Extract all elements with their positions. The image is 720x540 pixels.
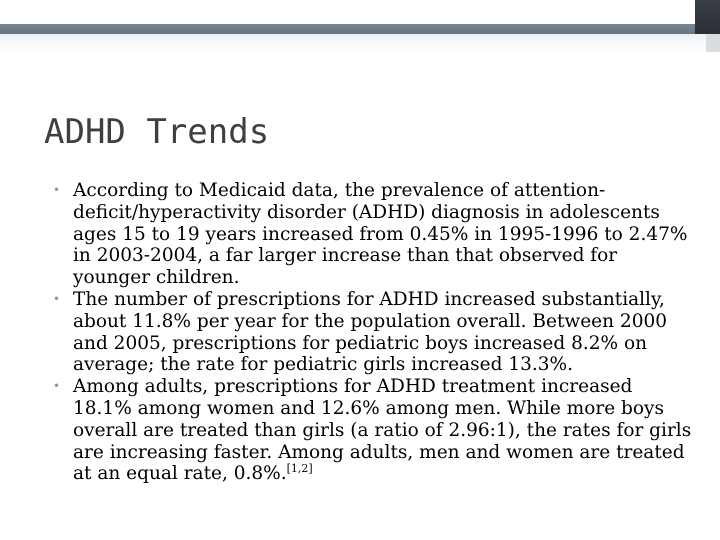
bullet-text: Among adults, prescriptions for ADHD treatment increased 18.1% among women and 12.6% among men. While more boys overall are treated than girls (a ratio of 2.96:1), the rates for girls are increasing faster. Among adults, men and women are treated at an equal rate, 0.8%. — [73, 376, 692, 485]
bullet-item — [52, 376, 692, 485]
bullet-list — [52, 180, 692, 485]
bullet-item — [52, 289, 692, 376]
bullet-text: According to Medicaid data, the prevalence of attention-deficit/hyperactivity disorder (ADHD) diagnosis in adolescents ages 15 to 19 years increased from 0.45% in 1995-1996 to 2.47% in 2003-2004, a far larger increase than that observed for younger children. — [73, 180, 688, 289]
slide-title: ADHD Trends — [44, 112, 270, 152]
bullet-text: The number of prescriptions for ADHD increased substantially, about 11.8% per year for the population overall. Between 2000 and 2005, prescriptions for pediatric boys increased 8.2% on average; the rate for pediatric girls increased 13.3%. — [73, 288, 668, 376]
bullet-icon: • — [53, 183, 61, 197]
header-corner-block — [695, 0, 720, 34]
header-right-strip — [706, 34, 720, 52]
header-gradient-strip — [0, 34, 720, 52]
bullet-icon: • — [53, 291, 61, 306]
bullet-item — [52, 180, 692, 289]
header-accent-bar — [0, 24, 695, 34]
citation-reference[interactable]: [1,2] — [286, 462, 313, 476]
bullet-text-with-reference — [73, 376, 692, 485]
top-band — [0, 0, 720, 24]
bullet-icon: • — [53, 379, 61, 394]
